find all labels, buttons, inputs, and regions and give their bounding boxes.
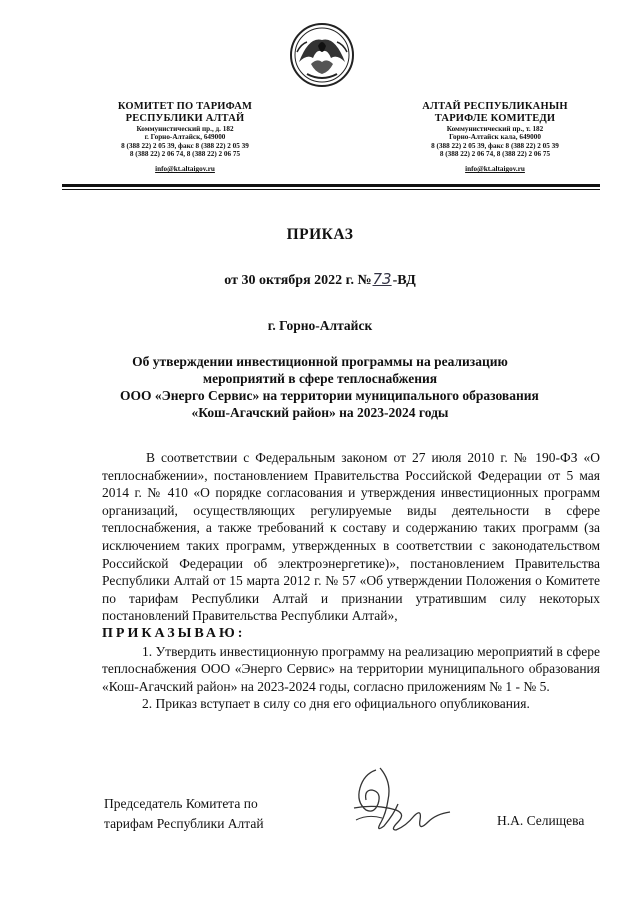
order-body — [102, 449, 600, 713]
signer-name: Н.А. Селищева — [497, 813, 585, 828]
header-left — [60, 101, 310, 177]
header-right-address-line2: Горно-Алтайск кала, 649000 — [449, 133, 541, 142]
header-left-email-link[interactable]: info@kt.altaigov.ru — [155, 165, 215, 174]
coat-of-arms-emblem — [287, 18, 357, 92]
subject-line: «Кош-Агачский район» на 2023-2024 годы — [191, 405, 449, 420]
position-line2: тарифам Республики Алтай — [104, 816, 264, 831]
header-right-org-line1: АЛТАЙ РЕСПУБЛИКАНЫН — [422, 101, 568, 112]
header-divider-thick — [62, 184, 600, 187]
header-left-address-line1: Коммунистический пр., д. 182 — [136, 125, 234, 134]
header-left-phone-line1: 8 (388 22) 2 05 39, факс 8 (388 22) 2 05 39 — [121, 141, 249, 150]
subject-line: мероприятий в сфере теплоснабжения — [202, 371, 438, 386]
order-date-prefix: от 30 октября 2022 г. № — [224, 273, 372, 288]
signatory-position — [104, 794, 264, 834]
position-line1: Председатель Комитета по — [104, 796, 258, 811]
subject-line: Об утверждении инвестиционной программы на реализацию — [132, 354, 508, 369]
order-item-1: 1. Утвердить инвестиционную программу на реализацию мероприятий в сфере теплоснабжения ООО «Энерго Сервис» на территории муниципального образования «Кош-Агачский район» на 2023-2024 годы, согласно приложениям № 1 - № 5. — [102, 643, 600, 694]
header-left-address-line2: г. Горно-Алтайск, 649000 — [144, 133, 226, 142]
order-item-2: 2. Приказ вступает в силу со дня его официального опубликования. — [142, 696, 530, 712]
order-word: ПРИКАЗЫВАЮ: — [102, 625, 246, 641]
header-right — [370, 101, 620, 177]
handwritten-signature — [336, 764, 458, 842]
city-line: г. Горно-Алтайск — [267, 318, 373, 333]
header-right-org-line2: ТАРИФЛЕ КОМИТЕДИ — [434, 113, 556, 125]
order-number: 73 — [372, 270, 392, 288]
order-subject — [120, 353, 539, 421]
header-divider-thin — [62, 189, 600, 190]
subject-line: ООО «Энерго Сервис» на территории муниципального образования — [120, 388, 539, 403]
header-left-org-line2: РЕСПУБЛИКИ АЛТАЙ — [125, 113, 245, 125]
preamble-paragraph: В соответствии с Федеральным законом от 27 июля 2010 г. № 190-ФЗ «О теплоснабжении», постановлением Правительства Российской Федерации от 5 мая 2014 г. № 410 «О порядке согласования и утверждения инвестиционных программ организаций, осуществляющих регулируемые виды деятельности в сфере теплоснабжения, а также требований к составу и содержанию таких программ (за исключением таких программ, утвержденных в соответствии с законодательством Российской Федерации об электроэнергетике)», постановлением Правительства Республики Алтай от 15 марта 2012 г. № 57 «Об утверждении Положения о Комитете по тарифам Республики Алтай и признании утратившим силу некоторых постановлений Правительства Республики Алтай», — [102, 450, 600, 624]
header-right-address-line1: Коммунистический пр., т. 182 — [446, 125, 544, 134]
header-right-email-link[interactable]: info@kt.altaigov.ru — [465, 165, 525, 174]
document-title: ПРИКАЗ — [286, 226, 354, 243]
order-number-suffix: -ВД — [392, 273, 416, 288]
header-right-phone-line1: 8 (388 22) 2 05 39, факс 8 (388 22) 2 05 39 — [431, 141, 559, 150]
header-left-phone-line2: 8 (388 22) 2 06 74, 8 (388 22) 2 06 75 — [129, 149, 241, 158]
order-date-line — [0, 270, 640, 289]
header-right-phone-line2: 8 (388 22) 2 06 74, 8 (388 22) 2 06 75 — [439, 149, 551, 158]
header-left-org-line1: КОМИТЕТ ПО ТАРИФАМ — [117, 101, 253, 112]
